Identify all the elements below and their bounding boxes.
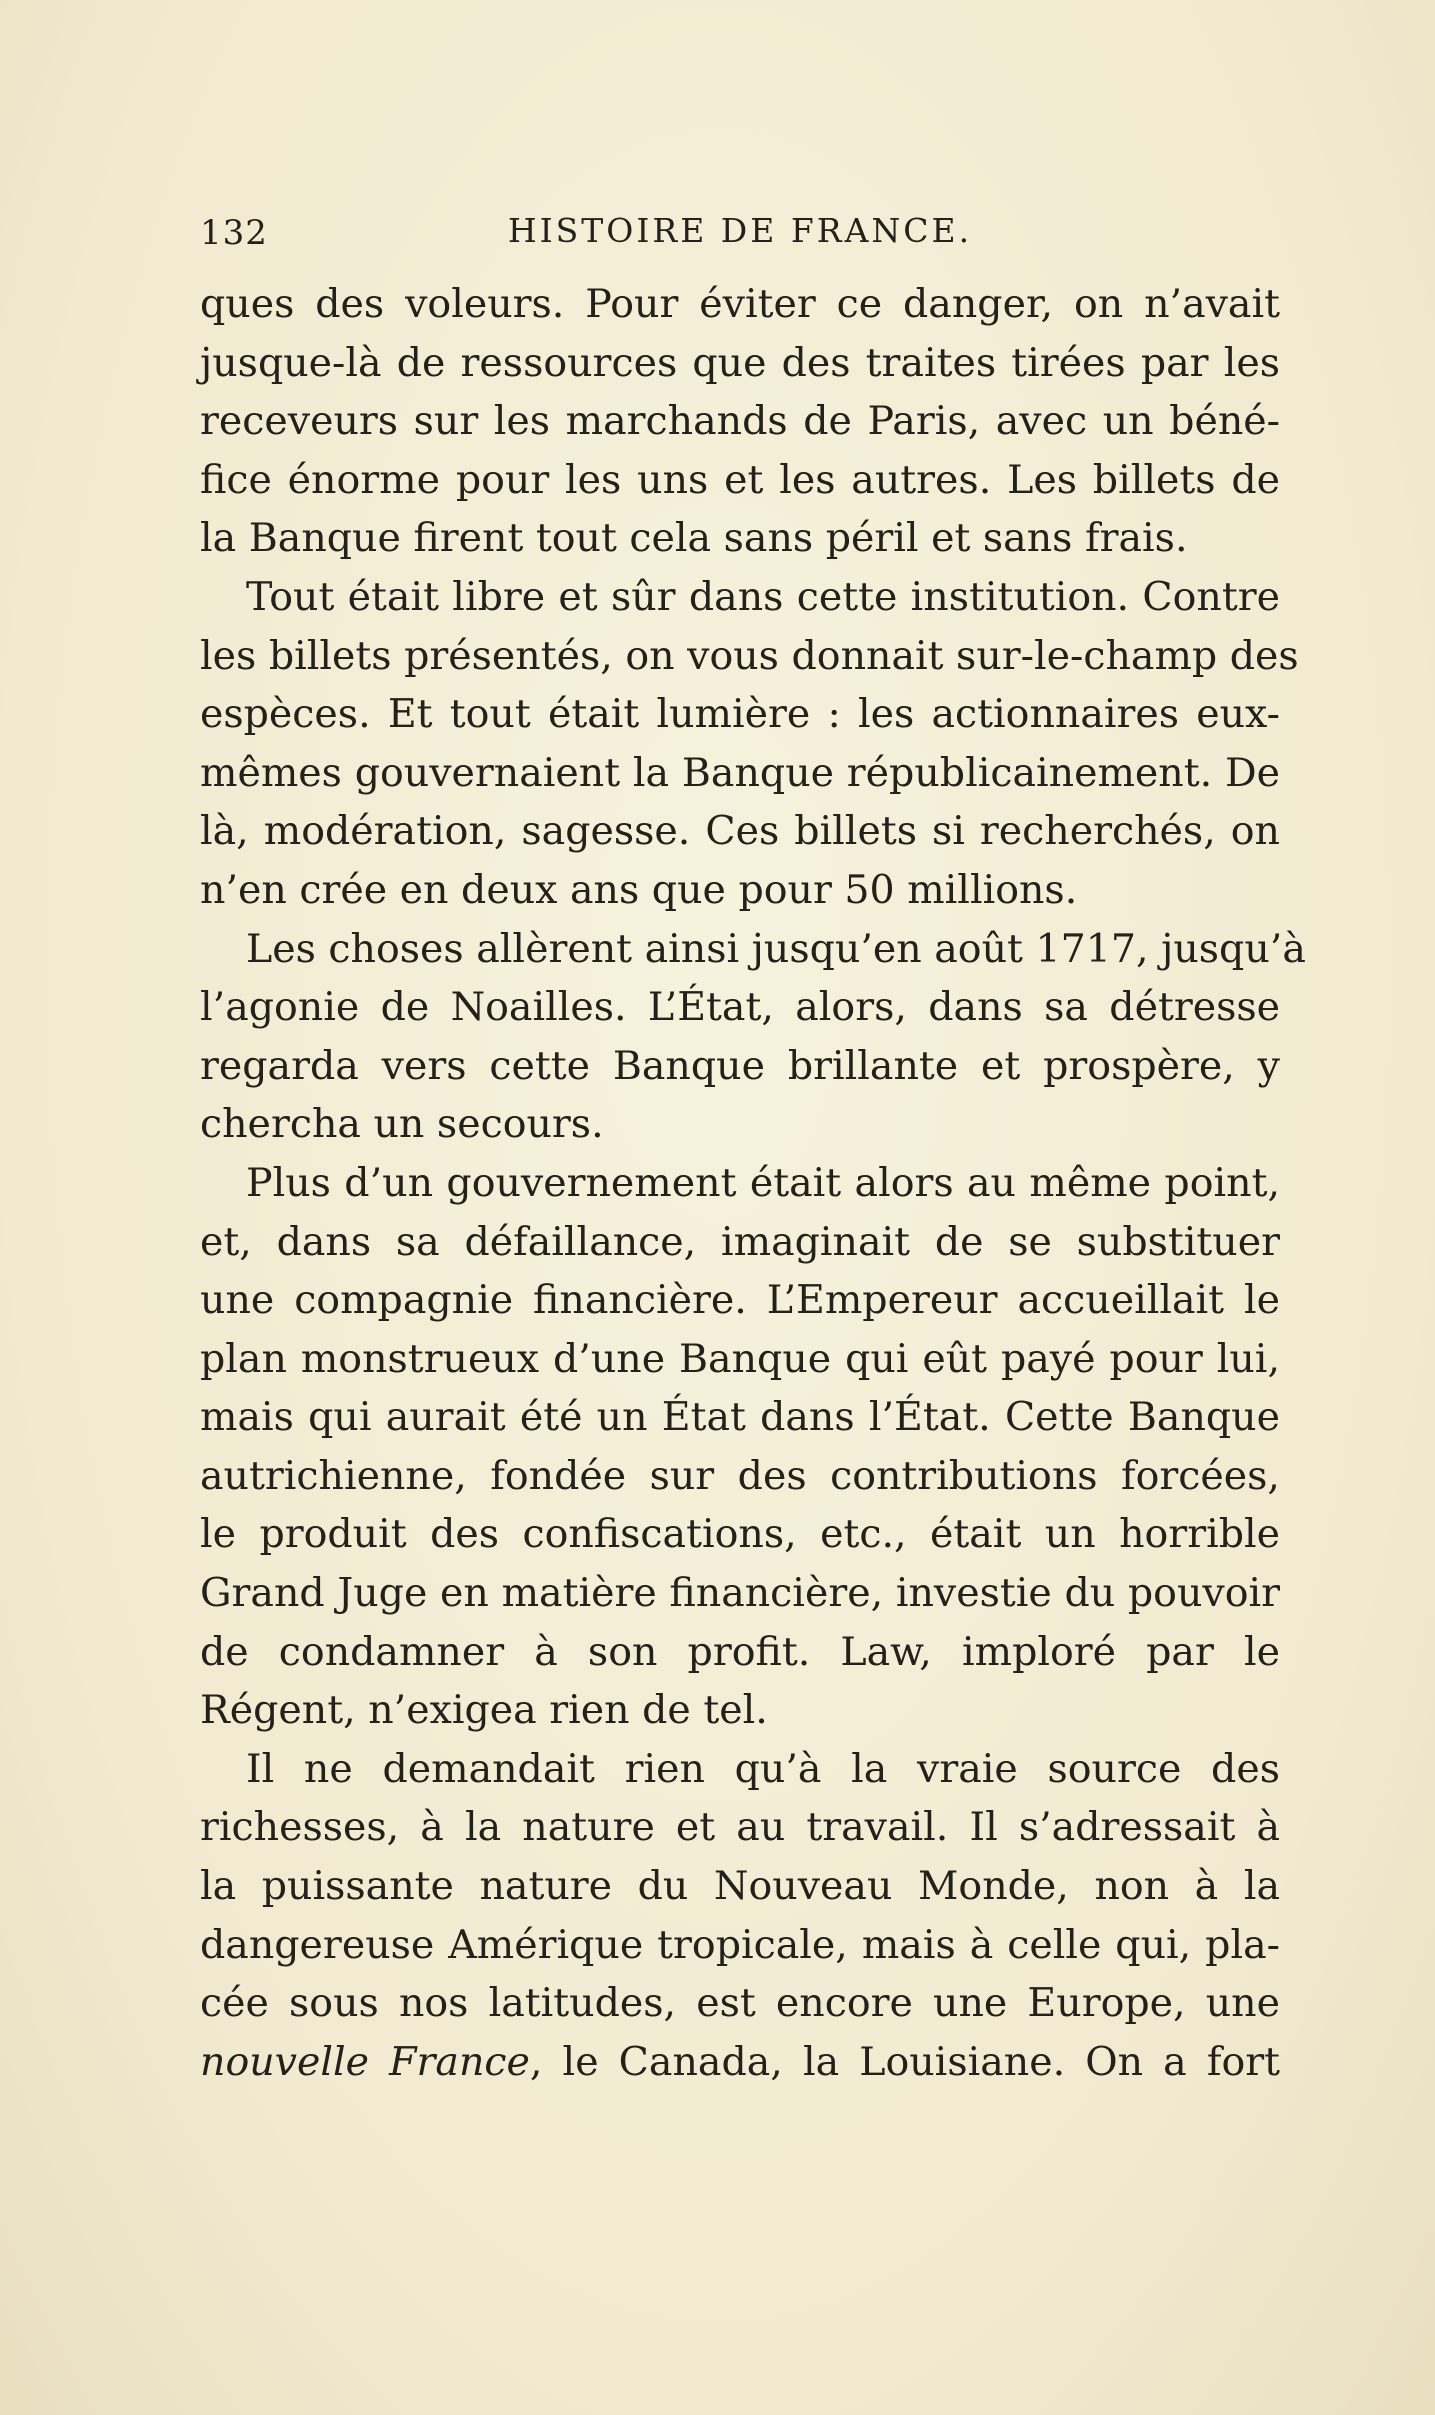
text-line: là, modération, sagesse. Ces billets si recherchés, on (200, 808, 1280, 855)
text-line: les billets présentés, on vous donnait sur-le-champ des (200, 632, 1299, 679)
page-header (200, 205, 1280, 265)
text-line: richesses, à la nature et au travail. Il s’adressait à (200, 1804, 1280, 1851)
text-line: receveurs sur les marchands de Paris, avec un béné- (200, 398, 1280, 445)
text-line: mais qui aurait été un État dans l’État. Cette Banque (200, 1394, 1280, 1441)
text-line: Plus d’un gouvernement était alors au même point, (246, 1159, 1280, 1206)
text-line: fice énorme pour les uns et les autres. Les billets de (200, 456, 1280, 503)
paragraph (200, 1740, 1280, 2092)
text-line: le produit des confiscations, etc., était un horrible (200, 1511, 1280, 1558)
text-line: dangereuse Amérique tropicale, mais à celle qui, pla- (200, 1921, 1280, 1968)
text-line: mêmes gouvernaient la Banque républicainement. De (200, 749, 1280, 796)
text-line: n’en crée en deux ans que pour 50 millions. (200, 866, 1078, 913)
paragraph (200, 275, 1280, 568)
text-line: chercha un secours. (200, 1101, 604, 1148)
text-line: Régent, n’exigea rien de tel. (200, 1687, 768, 1734)
text-line: l’agonie de Noailles. L’État, alors, dans sa détresse (200, 984, 1280, 1031)
paragraph (200, 920, 1306, 1154)
text-line: et, dans sa défaillance, imaginait de se substituer (200, 1218, 1280, 1265)
text-line: la puissante nature du Nouveau Monde, non à la (200, 1863, 1280, 1910)
text-run: , le Canada, la Louisiane. On a fort (529, 2038, 1281, 2085)
text-line: la Banque firent tout cela sans péril et sans frais. (200, 515, 1188, 562)
text-line: regarda vers cette Banque brillante et prospère, y (200, 1042, 1280, 1089)
text-line: Il ne demandait rien qu’à la vraie source des (246, 1745, 1280, 1792)
running-title: HISTOIRE DE FRANCE. (507, 211, 973, 250)
italic-phrase: nouvelle France (200, 2038, 530, 2085)
page-body (200, 275, 1306, 2091)
text-line: espèces. Et tout était lumière : les actionnaires eux- (200, 691, 1280, 738)
text-line: Grand Juge en matière financière, investie du pouvoir (200, 1570, 1280, 1617)
paragraph (200, 1154, 1280, 1740)
text-line: Tout était libre et sûr dans cette institution. Contre (246, 573, 1280, 620)
page-number: 132 (200, 213, 268, 253)
text-line-mixed (200, 2033, 1280, 2092)
text-line: ques des voleurs. Pour éviter ce danger, on n’avait (200, 281, 1280, 327)
text-line: une compagnie financière. L’Empereur accueillait le (200, 1277, 1280, 1324)
text-line: de condamner à son profit. Law, imploré par le (200, 1628, 1280, 1675)
text-line: autrichienne, fondée sur des contributions forcées, (200, 1452, 1280, 1499)
text-line: jusque-là de ressources que des traites tirées par les (200, 339, 1280, 386)
text-line: Les choses allèrent ainsi jusqu’en août 1717, jusqu’à (246, 925, 1306, 972)
paragraph (200, 568, 1299, 920)
text-line: cée sous nos latitudes, est encore une Europe, une (200, 1980, 1280, 2027)
text-line: plan monstrueux d’une Banque qui eût payé pour lui, (200, 1335, 1280, 1382)
